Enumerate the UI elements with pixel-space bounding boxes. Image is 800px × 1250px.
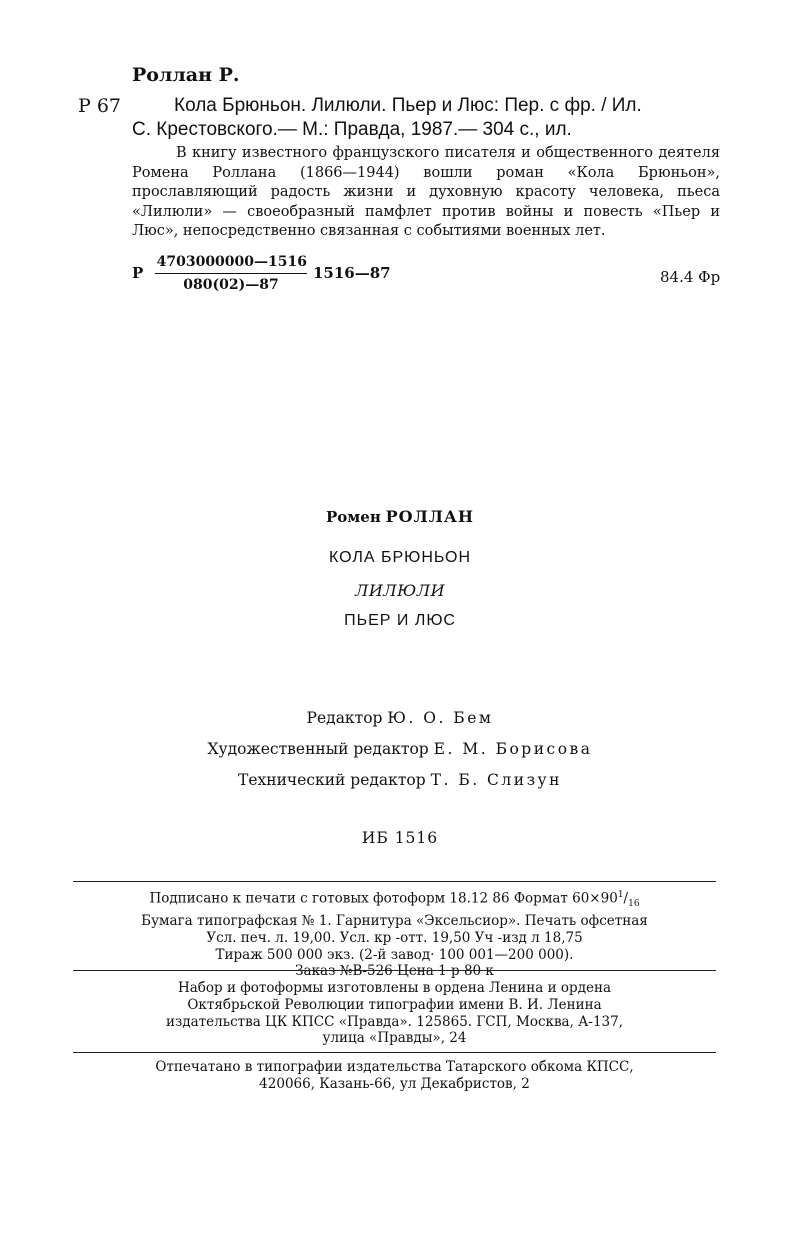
divider [73,881,716,882]
production-line: улица «Правды», 24 [322,1030,467,1047]
catalog-code: Р 67 [78,95,122,117]
classification-numerator: 4703000000—1516 [155,254,307,274]
credit-tech-editor [0,771,800,789]
printer-line: 420066, Казань-66, ул Декабристов, 2 [259,1075,530,1092]
imprint-line: Заказ №В-526 Цена 1 р 80 к [295,963,494,980]
production-block [73,980,716,1047]
book-title-3: ПЬЕР И ЛЮС [344,612,456,629]
credit-role: Художественный редактор [207,740,429,758]
classification-fraction [155,254,307,293]
printer-line: Отпечатано в типографии издательства Татарского обкома КПСС, [155,1059,634,1075]
credit-editor [0,709,800,727]
divider [73,1052,716,1053]
annotation-text: В книгу известного французского писателя и общественного деятеля Ромена Роллана (1866—1944) вошли роман «Кола Брюньон», прославляющий радость жизни и духовную красоту человека, пьеса «Лилюли» — своеобразный памфлет против войны и повесть «Пьер и Люс», непосредственно связанная с событиями военных лет. [132,145,720,239]
bbk-index: 84.4 Фр [660,268,721,286]
book-title-2: ЛИЛЮЛИ [354,581,446,600]
card-author: Роллан Р. [132,64,240,86]
format-sub: 16 [628,899,640,910]
imprint-signed-text: Подписано к печати с готовых фотоформ 18.12 86 Формат 60×90 [149,890,618,907]
imprint-line: Подписано к печати с готовых фотоформ 18.12 86 Формат $60\times 90^1/_{16}$ [149,890,640,910]
annotation [132,144,720,242]
book-author [0,507,800,526]
printer-block [73,1059,716,1093]
credit-role: Редактор [306,709,383,727]
production-line: Набор и фотоформы изготовлены в ордена Ленина и ордена [177,980,612,996]
divider [73,970,716,971]
credit-name: Е. М. Борисова [433,740,593,758]
production-line: издательства ЦК КПСС «Правда». 125865. ГСП, Москва, А-137, [165,1013,624,1030]
classification-letter: Р [132,264,144,282]
classification-denominator: 080(02)—87 [183,277,279,293]
classification-code: 1516—87 [313,264,391,282]
production-line: Октябрьской Революции типографии имени В. И. Ленина [187,996,602,1013]
imprint-block [73,887,716,980]
credit-art-editor [0,740,800,758]
imprint-line: Бумага типографская № 1. Гарнитура «Эксельсиор». Печать офсетная [141,912,648,929]
author-first-name: Ромен [325,508,381,526]
imprint-line: Тираж 500 000 экз. (2-й завод· 100 001—200 000). [215,946,574,963]
imprint-line: Усл. печ. л. 19,00. Усл. кр -отт. 19,50 Уч -изд л 18,75 [206,929,583,946]
author-last-name: РОЛЛАН [385,507,475,526]
credit-role: Технический редактор [237,771,426,789]
credit-name: Ю. О. Бем [387,709,494,727]
format-sup: 1 [617,890,624,900]
credit-name: Т. Б. Слизун [430,771,563,789]
book-title-1: КОЛА БРЮНЬОН [328,549,472,566]
bibliographic-line-1: Кола Брюньон. Лилюли. Пьер и Люс: Пер. с фр. / Ил. [174,95,642,116]
bibliographic-line-2: С. Крестовского.— М.: Правда, 1987.— 304 с., ил. [132,119,572,140]
ib-number: ИБ 1516 [361,829,439,847]
